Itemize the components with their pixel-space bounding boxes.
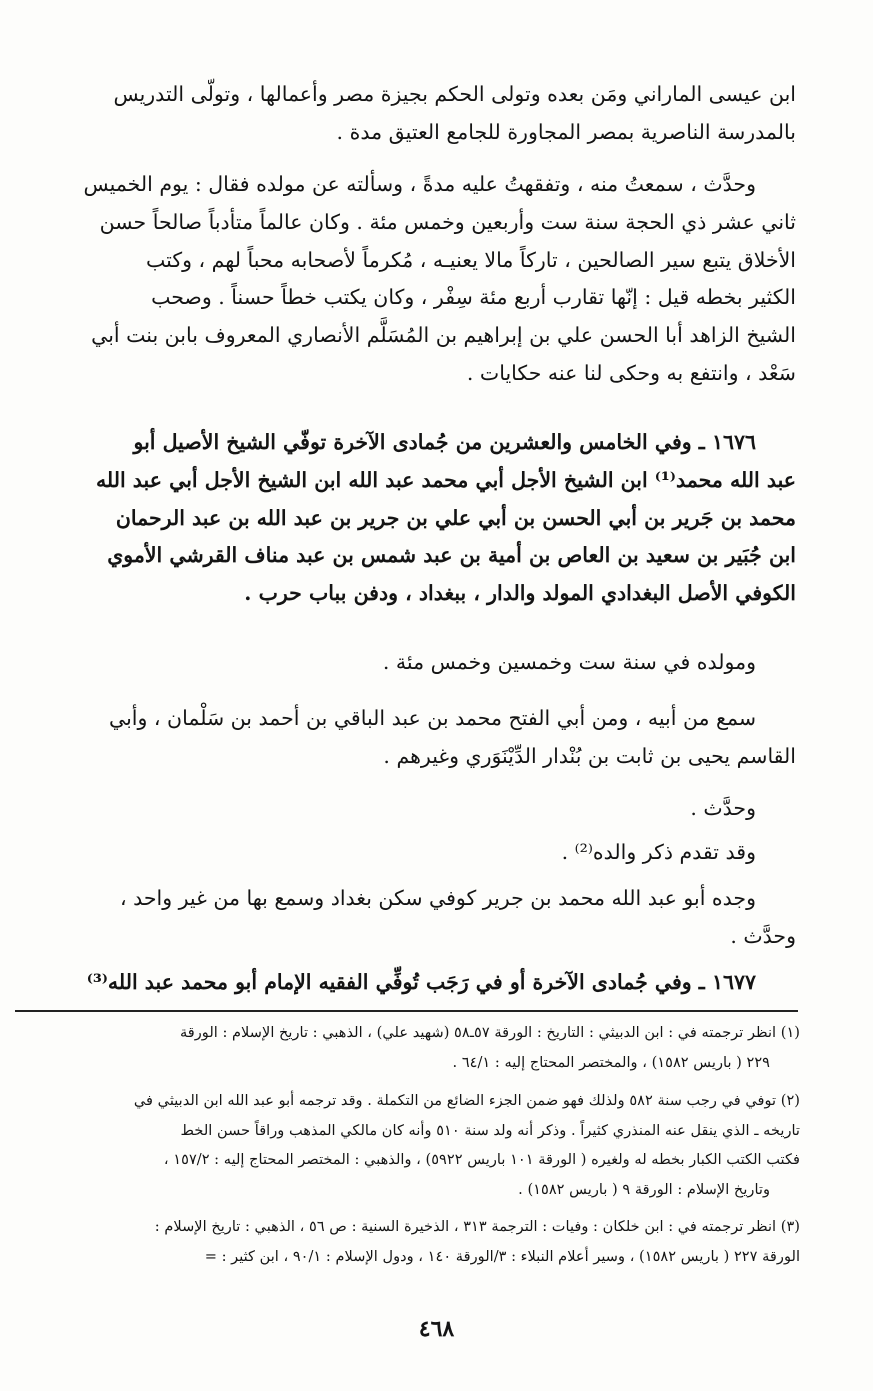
text-line: وحدَّث ، سمعتُ منه ، وتفقهتُ عليه مدةً ، وسألته عن مولده فقال : يوم الخميس bbox=[83, 172, 756, 196]
text-line: الشيخ الزاهد أبا الحسن علي بن إبراهيم بن المُسَلَّم الأنصاري المعروف بابن بنت أبي bbox=[91, 323, 796, 348]
footnote-line: (١) انظر ترجمته في : ابن الدبيثي : التاريخ : الورقة ٥٧ـ٥٨ (شهيد علي) ، الذهبي : تاريخ الإسلام : الورقة bbox=[179, 1024, 800, 1041]
footnote-line: وتاريخ الإسلام : الورقة ٩ ( باريس ١٥٨٢) . bbox=[518, 1180, 770, 1198]
footnote-line: فكتب الكتب الكبار بخطه له ولغيره ( الورقة ١٠١ باريس ٥٩٢٢) ، والذهبي : المختصر المحتاج إليه : ١٥٧/٢ ، bbox=[163, 1151, 800, 1168]
page-number: ٤٦٨ bbox=[418, 1316, 455, 1342]
text-line: الكوفي الأصل البغدادي المولد والدار ، ببغداد ، ودفن بباب حرب . bbox=[244, 581, 796, 606]
footnote-line: الورقة ٢٢٧ ( باريس ١٥٨٢) ، وسير أعلام النبلاء : ٣/الورقة ١٤٠ ، ودول الإسلام : ٩٠/١ ، ابن كثير : = bbox=[204, 1247, 800, 1265]
footnote-line: (٢) توفي في رجب سنة ٥٨٢ ولذلك فهو ضمن الجزء الضائع من التكملة . وقد ترجمه أبو عبد الله ابن الدبيثي في bbox=[133, 1092, 800, 1109]
text-line: محمد بن جَرير بن أبي الحسن بن أبي علي بن جرير بن عبد الله بن عبد الرحمان bbox=[115, 505, 796, 530]
main-text bbox=[14, 790, 796, 828]
footnote-divider bbox=[15, 1010, 798, 1012]
main-text bbox=[14, 700, 796, 776]
text-line: عبد الله محمد⁽¹⁾ ابن الشيخ الأجل أبي محمد عبد الله ابن الشيخ الأجل أبي عبد الله bbox=[95, 467, 796, 492]
text-line: القاسم يحيى بن ثابت بن بُنْدار الدِّيْنَوَري وغيرهم . bbox=[383, 743, 796, 768]
footnote-line: تاريخه ـ الذي ينقل عنه المنذري كثيراً . وذكر أنه ولد سنة ٥١٠ وأنه كان مالكي المذهب وراقاً حسن الخط bbox=[180, 1121, 800, 1139]
text-line: ابن جُبَير بن سعيد بن العاص بن أمية بن عبد شمس بن عبد مناف القرشي الأموي bbox=[107, 543, 796, 568]
text-line: ١٦٧٦ ـ وفي الخامس والعشرين من جُمادى الآخرة توفّي الشيخ الأصيل أبو bbox=[133, 430, 756, 454]
footnotes bbox=[10, 1212, 800, 1271]
text-line: بالمدرسة الناصرية بمصر المجاورة للجامع العتيق مدة . bbox=[336, 119, 796, 144]
text-line: ومولده في سنة ست وخمسين وخمس مئة . bbox=[382, 650, 756, 674]
text-line: سمع من أبيه ، ومن أبي الفتح محمد بن عبد الباقي بن أحمد بن سَلْمان ، وأبي bbox=[109, 706, 756, 730]
text-line: ثاني عشر ذي الحجة سنة ست وأربعين وخمس مئة . وكان عالماً متأدباً صالحاً حسن bbox=[99, 209, 796, 234]
entry-1677 bbox=[14, 964, 796, 1002]
entry-1676 bbox=[14, 424, 796, 613]
footnotes bbox=[10, 1018, 800, 1077]
footnotes bbox=[10, 1086, 800, 1204]
text-line: الأخلاق يتبع سير الصالحين ، تاركاً مالا يعنيـه ، مُكرماً لأصحابه محباً لهم ، وكتب bbox=[146, 247, 796, 272]
text-line: وحدَّث . bbox=[730, 923, 796, 948]
main-text bbox=[14, 880, 796, 956]
text-line: وقد تقدم ذكر والده⁽²⁾ . bbox=[561, 840, 756, 864]
text-line: سَعْد ، وانتفع به وحكى لنا عنه حكايات . bbox=[466, 360, 796, 385]
footnote-line: ٢٢٩ ( باريس ١٥٨٢) ، والمختصر المحتاج إليه : ٦٤/١ . bbox=[452, 1053, 770, 1071]
text-line: ١٦٧٧ ـ وفي جُمادى الآخرة أو في رَجَب تُوفِّي الفقيه الإمام أبو محمد عبد الله⁽³⁾ bbox=[86, 970, 756, 994]
text-line: ابن عيسى الماراني ومَن بعده وتولى الحكم بجيزة مصر وأعمالها ، وتولّى التدريس bbox=[113, 82, 796, 106]
text-line: وجده أبو عبد الله محمد بن جرير كوفي سكن بغداد وسمع بها من غير واحد ، bbox=[119, 886, 756, 910]
main-text bbox=[14, 644, 796, 682]
main-text bbox=[14, 76, 796, 152]
main-text bbox=[14, 166, 796, 393]
text-line: وحدَّث . bbox=[690, 796, 756, 820]
main-text bbox=[14, 834, 796, 872]
footnote-line: (٣) انظر ترجمته في : ابن خلكان : وفيات : الترجمة ٣١٣ ، الذخيرة السنية : ص ٥٦ ، الذهبي : تاريخ الإسلام : bbox=[154, 1218, 800, 1235]
text-line: الكثير بخطه قيل : إنّها تقارب أربع مئة سِفْر ، وكان يكتب خطاً حسناً . وصحب bbox=[151, 285, 796, 310]
